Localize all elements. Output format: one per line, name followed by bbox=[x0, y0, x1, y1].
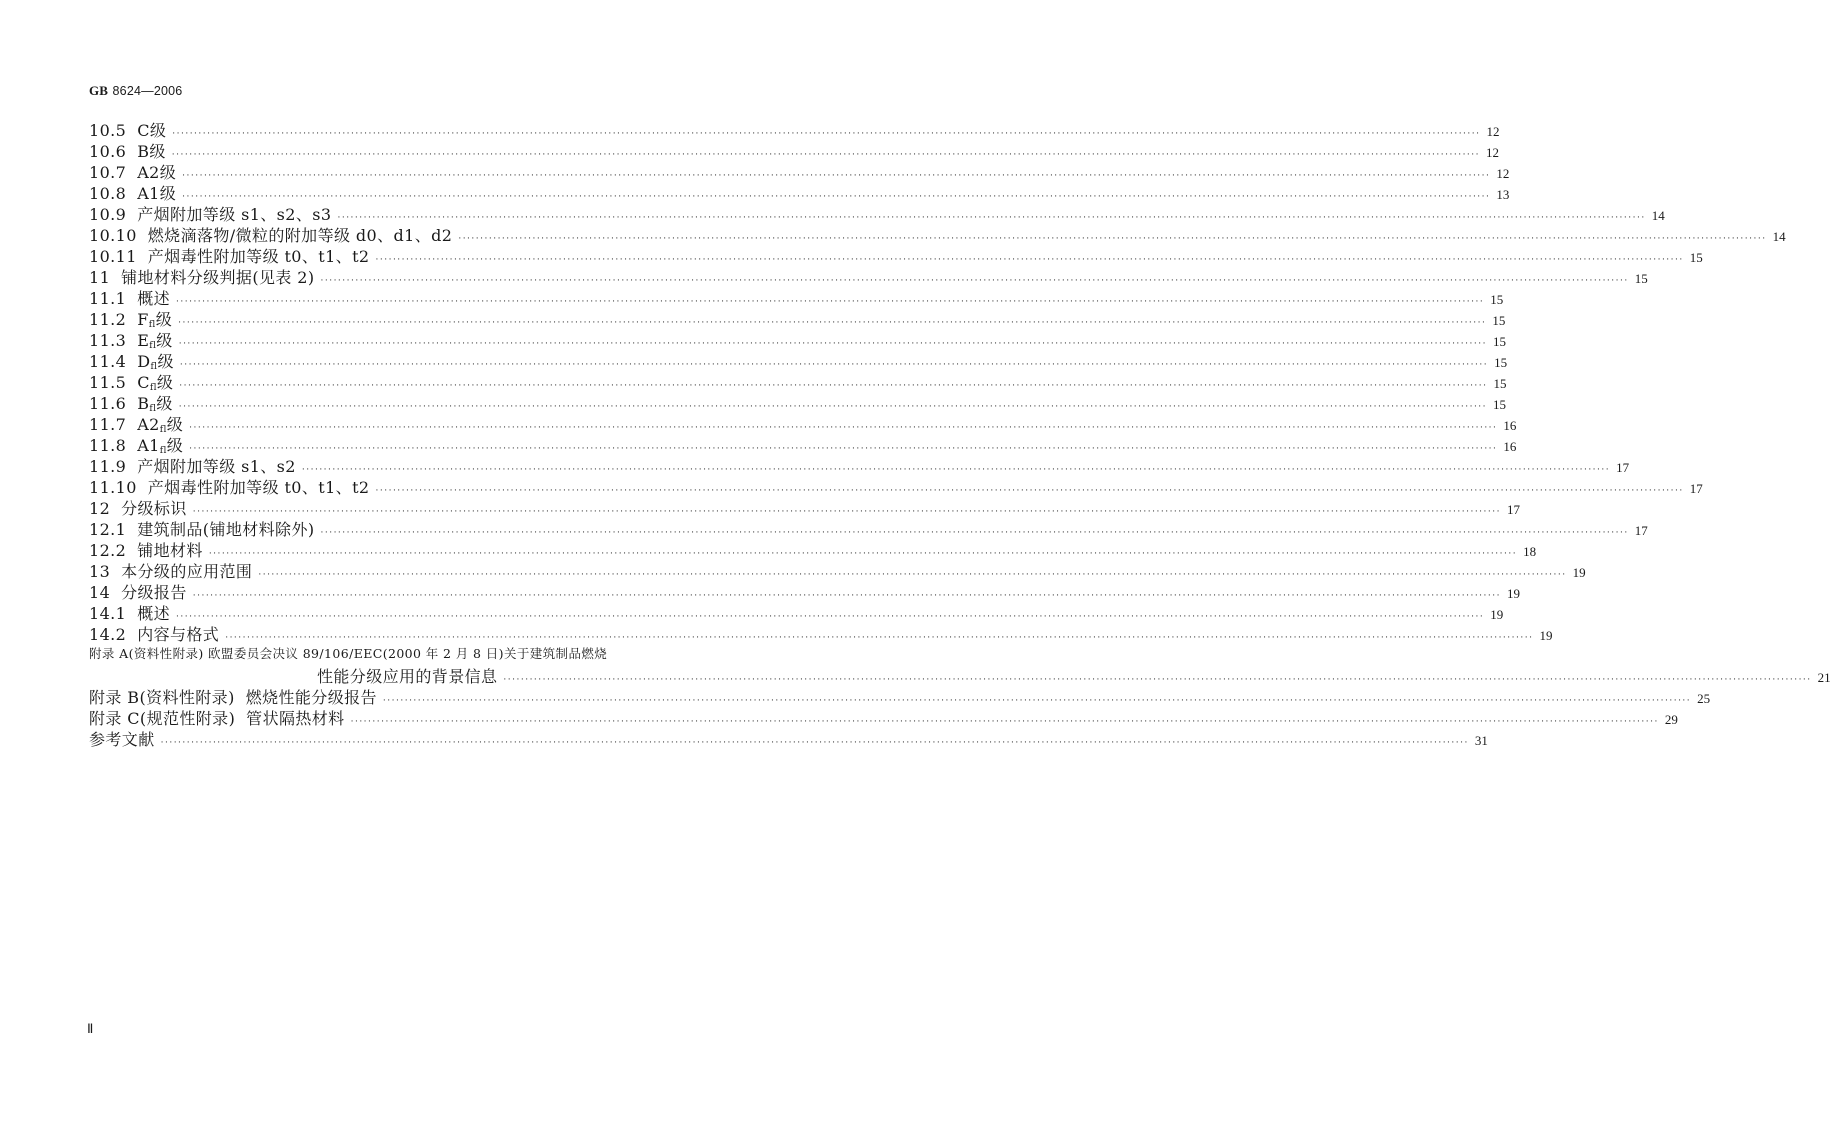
toc-page-number: 15 bbox=[1492, 334, 1506, 349]
dot-leader: ············································································································································································································································································································ bbox=[258, 570, 1567, 580]
dot-leader: ············································································································································································································································································································ bbox=[176, 612, 1485, 622]
toc-entry-label: 14.2 内容与格式 bbox=[89, 625, 220, 644]
dot-leader: ············································································································································································································································································································ bbox=[189, 444, 1498, 454]
dot-leader: ············································································································································································································································································································ bbox=[337, 213, 1646, 223]
dot-leader: ············································································································································································································································································································ bbox=[189, 423, 1498, 433]
dot-leader: ············································································································································································································································································································ bbox=[375, 255, 1684, 265]
toc-entry-label: 11.10 产烟毒性附加等级 t0、t1、t2 bbox=[89, 478, 370, 497]
toc-entry[interactable] bbox=[89, 370, 1507, 393]
toc-page-number: 15 bbox=[1634, 271, 1648, 286]
toc-entry-label: 11.3 $E_{fl}$级 bbox=[89, 331, 173, 351]
annex-a-title-line2[interactable] bbox=[89, 664, 1831, 686]
page-number-roman: Ⅱ bbox=[87, 1021, 94, 1036]
toc-entry-label: 附录 C(规范性附录) 管状隔热材料 bbox=[89, 709, 345, 728]
standard-number: 8624—2006 bbox=[112, 84, 183, 98]
dot-leader: ············································································································································································································································································································ bbox=[375, 486, 1684, 496]
toc-entry-label: 12.2 铺地材料 bbox=[89, 541, 203, 560]
toc-entry[interactable] bbox=[89, 391, 1507, 414]
dot-leader: ············································································································································································································································································································ bbox=[225, 633, 1534, 643]
toc-entry-label: 10.8 A1级 bbox=[89, 184, 177, 203]
toc-entry-label: 11.2 $F_{fl}$级 bbox=[89, 310, 173, 330]
toc-page-number: 16 bbox=[1503, 418, 1517, 433]
annex-entry[interactable] bbox=[89, 727, 1488, 749]
floor-subscript: fl bbox=[159, 425, 167, 435]
annex-a-title-line1[interactable]: 附录 A(资料性附录) 欧盟委员会决议 89/106/EEC(2000 年 2 月 8 日)关于建筑制品燃烧 bbox=[89, 646, 608, 661]
toc-entry[interactable] bbox=[89, 202, 1665, 224]
toc-page-number: 15 bbox=[1689, 250, 1703, 265]
dot-leader: ············································································································································································································································································································ bbox=[176, 297, 1485, 307]
toc-entry[interactable] bbox=[89, 181, 1510, 203]
toc-entry-label: 10.6 B级 bbox=[89, 142, 166, 161]
toc-entry-label: 10.9 产烟附加等级 s1、s2、s3 bbox=[89, 205, 332, 224]
toc-entry[interactable] bbox=[89, 139, 1500, 161]
toc-page-number: 15 bbox=[1494, 355, 1508, 370]
toc-entry[interactable] bbox=[89, 160, 1510, 182]
dot-leader: ············································································································································································································································································································ bbox=[178, 402, 1488, 412]
toc-entry[interactable] bbox=[89, 286, 1504, 308]
toc-entry-label: 10.7 A2级 bbox=[89, 163, 177, 182]
toc-entry-label: 12.1 建筑制品(铺地材料除外) bbox=[89, 520, 315, 539]
floor-subscript: fl bbox=[149, 383, 157, 393]
dot-leader: ············································································································································································································································································································ bbox=[320, 528, 1629, 538]
toc-entry-label: 10.10 燃烧滴落物/微粒的附加等级 d0、d1、d2 bbox=[89, 226, 453, 245]
dot-leader: ············································································································································································································································································································ bbox=[160, 738, 1469, 748]
toc-entry-label: 性能分级应用的背景信息 bbox=[317, 667, 498, 686]
dot-leader: ············································································································································································································································································································ bbox=[350, 717, 1659, 727]
toc-entry[interactable] bbox=[89, 412, 1517, 435]
toc-page-number: 18 bbox=[1523, 544, 1537, 559]
dot-leader: ············································································································································································································································································································ bbox=[192, 507, 1501, 517]
floor-subscript: fl bbox=[149, 404, 157, 414]
toc-entry[interactable] bbox=[89, 223, 1786, 245]
toc-entry-label: 11.4 $D_{fl}$级 bbox=[89, 352, 174, 372]
dot-leader: ············································································································································································································································································································ bbox=[182, 192, 1491, 202]
toc-entry-label: 11.9 产烟附加等级 s1、s2 bbox=[89, 457, 296, 476]
annex-entry[interactable] bbox=[89, 706, 1678, 728]
toc-page-number: 12 bbox=[1486, 124, 1500, 139]
toc-entry[interactable] bbox=[89, 475, 1703, 497]
toc-entry[interactable] bbox=[89, 328, 1506, 351]
toc-entry-label: 10.11 产烟毒性附加等级 t0、t1、t2 bbox=[89, 247, 370, 266]
toc-entry[interactable] bbox=[89, 454, 1630, 476]
toc-page-number: 16 bbox=[1503, 439, 1517, 454]
toc-page-number: 13 bbox=[1496, 187, 1510, 202]
toc-entry-label: 14 分级报告 bbox=[89, 583, 187, 602]
toc-entry-label: 11.1 概述 bbox=[89, 289, 170, 308]
dot-leader: ············································································································································································································································································································ bbox=[172, 129, 1481, 139]
toc-entry[interactable] bbox=[89, 349, 1508, 372]
toc-entry-label: 参考文献 bbox=[89, 730, 155, 749]
toc-entry[interactable] bbox=[89, 601, 1504, 623]
toc-page-number: 14 bbox=[1651, 208, 1665, 223]
floor-subscript: fl bbox=[148, 320, 156, 330]
toc-entry[interactable] bbox=[89, 622, 1553, 644]
dot-leader: ············································································································································································································································································································ bbox=[179, 381, 1488, 391]
toc-entry-label: 11.6 $B_{fl}$级 bbox=[89, 394, 173, 414]
dot-leader: ············································································································································································································································································································ bbox=[171, 150, 1481, 160]
toc-entry-label: 11.5 $C_{fl}$级 bbox=[89, 373, 174, 393]
toc-page-number: 21 bbox=[1817, 670, 1831, 685]
annex-entry[interactable] bbox=[89, 685, 1711, 707]
toc-entry-label: 10.5 C级 bbox=[89, 121, 167, 140]
toc-entry-label: 12 分级标识 bbox=[89, 499, 187, 518]
toc-entry[interactable] bbox=[89, 433, 1517, 456]
toc-entry-label: 13 本分级的应用范围 bbox=[89, 562, 253, 581]
toc-page-number: 29 bbox=[1664, 712, 1678, 727]
document-header bbox=[89, 83, 182, 99]
dot-leader: ············································································································································································································································································································ bbox=[503, 675, 1812, 685]
dot-leader: ············································································································································································································································································································ bbox=[301, 465, 1611, 475]
dot-leader: ············································································································································································································································································································ bbox=[208, 549, 1518, 559]
toc-page-number: 17 bbox=[1634, 523, 1648, 538]
toc-page-number: 17 bbox=[1507, 502, 1520, 517]
dot-leader: ············································································································································································································································································································ bbox=[178, 339, 1487, 349]
toc-entry-label: 14.1 概述 bbox=[89, 604, 170, 623]
dot-leader: ············································································································································································································································································································ bbox=[458, 234, 1767, 244]
dot-leader: ············································································································································································································································································································ bbox=[182, 171, 1491, 181]
toc-page-number: 19 bbox=[1572, 565, 1586, 580]
toc-page-number: 25 bbox=[1697, 691, 1711, 706]
toc-entry[interactable] bbox=[89, 496, 1520, 518]
toc-entry[interactable] bbox=[89, 517, 1648, 539]
toc-page-number: 19 bbox=[1490, 607, 1504, 622]
toc-entry-label: 附录 B(资料性附录) 燃烧性能分级报告 bbox=[89, 688, 377, 707]
toc-page-number: 12 bbox=[1486, 145, 1500, 160]
dot-leader: ············································································································································································································································································································ bbox=[178, 318, 1487, 328]
toc-page-number: 15 bbox=[1493, 397, 1507, 412]
toc-entry[interactable] bbox=[89, 265, 1648, 287]
toc-entry[interactable] bbox=[89, 559, 1586, 581]
floor-subscript: fl bbox=[150, 362, 158, 372]
floor-subscript: fl bbox=[159, 446, 167, 456]
toc-entry[interactable] bbox=[89, 307, 1506, 330]
dot-leader: ············································································································································································································································································································ bbox=[179, 360, 1489, 370]
toc-page-number: 31 bbox=[1474, 733, 1488, 748]
toc-page-number: 15 bbox=[1492, 313, 1506, 328]
toc-page-number: 12 bbox=[1496, 166, 1510, 181]
dot-leader: ············································································································································································································································································································ bbox=[320, 276, 1629, 286]
floor-subscript: fl bbox=[149, 341, 157, 351]
toc-page-number: 19 bbox=[1539, 628, 1553, 643]
toc-entry[interactable] bbox=[89, 244, 1703, 266]
standard-prefix: GB bbox=[89, 83, 109, 98]
dot-leader: ············································································································································································································································································································ bbox=[382, 696, 1692, 706]
toc-page-number: 17 bbox=[1616, 460, 1630, 475]
toc-entry[interactable] bbox=[89, 118, 1500, 140]
toc-entry[interactable] bbox=[89, 538, 1537, 560]
table-of-contents bbox=[89, 118, 1831, 749]
toc-page-number: 19 bbox=[1507, 586, 1520, 601]
toc-entry-label: 11.7 $A2_{fl}$级 bbox=[89, 415, 184, 435]
dot-leader: ············································································································································································································································································································ bbox=[192, 591, 1501, 601]
toc-entry-label: 11.8 $A1_{fl}$级 bbox=[89, 436, 184, 456]
toc-page-number: 14 bbox=[1772, 229, 1786, 244]
toc-entry[interactable] bbox=[89, 580, 1520, 602]
toc-page-number: 15 bbox=[1493, 376, 1507, 391]
toc-page-number: 17 bbox=[1689, 481, 1703, 496]
toc-entry-label: 11 铺地材料分级判据(见表 2) bbox=[89, 268, 315, 287]
toc-page-number: 15 bbox=[1490, 292, 1504, 307]
